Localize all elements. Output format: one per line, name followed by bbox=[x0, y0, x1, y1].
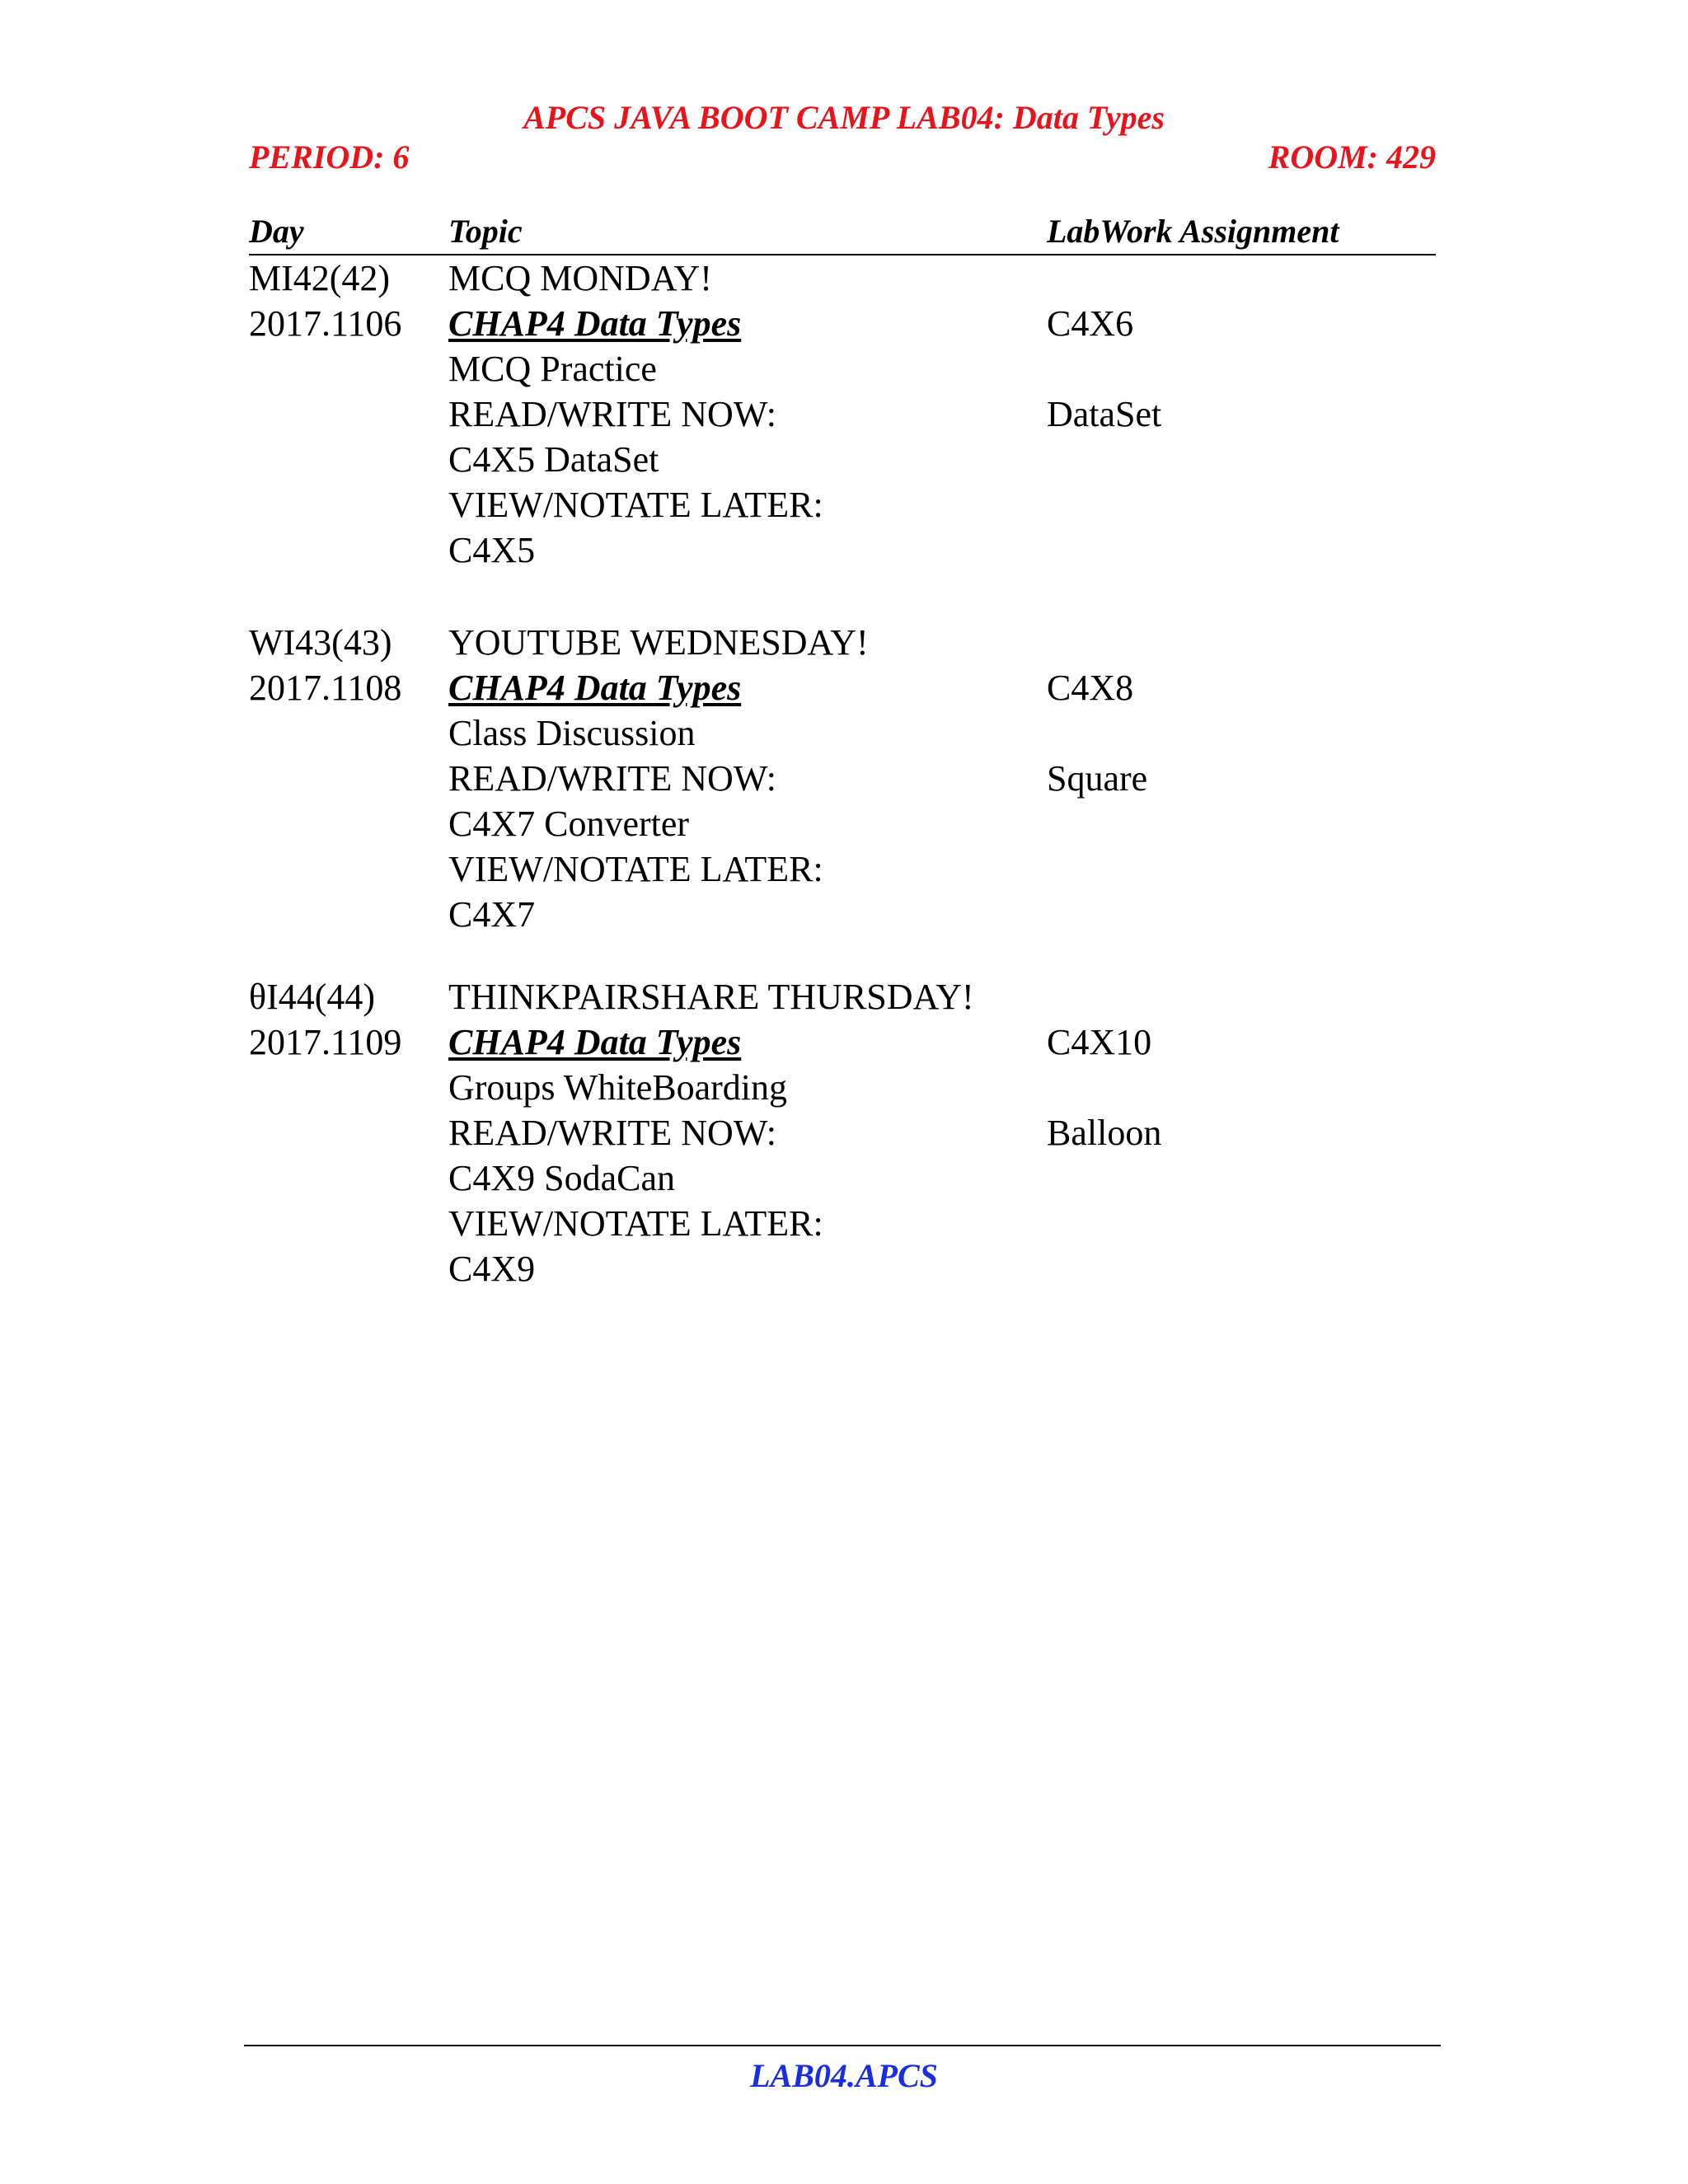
session-view-item: C4X7 bbox=[448, 894, 536, 935]
session-read-write-item: C4X9 SodaCan bbox=[448, 1158, 675, 1198]
session-view-item: C4X9 bbox=[448, 1249, 536, 1289]
footer-label: LAB04.APCS bbox=[750, 2057, 938, 2094]
session-row bbox=[249, 1110, 1436, 1155]
period-label: PERIOD: 6 bbox=[249, 138, 410, 176]
session-day-code: WI43(43) bbox=[249, 622, 392, 663]
session-read-write-label: READ/WRITE NOW: bbox=[448, 1113, 776, 1153]
header-topic: Topic bbox=[448, 213, 523, 250]
header-day: Day bbox=[249, 213, 304, 250]
session-block-2 bbox=[249, 620, 1436, 937]
session-read-write-label: READ/WRITE NOW: bbox=[448, 758, 776, 799]
session-lab-1: C4X6 bbox=[1047, 303, 1134, 344]
session-block-3 bbox=[249, 974, 1436, 1291]
session-chapter: CHAP4 Data Types bbox=[448, 668, 742, 708]
session-row bbox=[249, 710, 1436, 756]
session-day-code: θI44(44) bbox=[249, 977, 376, 1017]
session-chapter: CHAP4 Data Types bbox=[448, 1022, 742, 1062]
session-lab-1: C4X8 bbox=[1047, 668, 1134, 708]
session-lab-1: C4X10 bbox=[1047, 1022, 1152, 1062]
session-date: 2017.1109 bbox=[249, 1022, 402, 1062]
session-row bbox=[249, 527, 1436, 573]
table-header bbox=[249, 209, 1436, 255]
session-theme: MCQ MONDAY! bbox=[448, 258, 712, 298]
session-row bbox=[249, 1201, 1436, 1246]
session-theme: THINKPAIRSHARE THURSDAY! bbox=[448, 977, 974, 1017]
session-view-item: C4X5 bbox=[448, 530, 536, 570]
session-row bbox=[249, 1246, 1436, 1291]
session-block-1 bbox=[249, 255, 1436, 573]
session-row bbox=[249, 665, 1436, 710]
session-row bbox=[249, 1065, 1436, 1110]
session-row bbox=[249, 620, 1436, 665]
session-view-label: VIEW/NOTATE LATER: bbox=[448, 849, 823, 889]
session-read-write-item: C4X5 DataSet bbox=[448, 439, 659, 480]
session-row bbox=[249, 437, 1436, 482]
session-lab-2: Square bbox=[1047, 758, 1148, 799]
session-row bbox=[249, 892, 1436, 937]
session-row bbox=[249, 756, 1436, 801]
session-activity: Groups WhiteBoarding bbox=[448, 1067, 788, 1108]
session-row bbox=[249, 346, 1436, 391]
session-read-write-label: READ/WRITE NOW: bbox=[448, 394, 776, 434]
session-row bbox=[249, 301, 1436, 346]
footer-divider bbox=[244, 2045, 1441, 2046]
session-row bbox=[249, 846, 1436, 892]
session-row bbox=[249, 801, 1436, 846]
session-row bbox=[249, 391, 1436, 437]
session-activity: Class Discussion bbox=[448, 713, 696, 753]
session-row bbox=[249, 1019, 1436, 1065]
document-title: APCS JAVA BOOT CAMP LAB04: Data Types bbox=[523, 99, 1165, 136]
session-row bbox=[249, 974, 1436, 1019]
session-view-label: VIEW/NOTATE LATER: bbox=[448, 1203, 823, 1244]
session-day-code: MI42(42) bbox=[249, 258, 391, 298]
session-chapter: CHAP4 Data Types bbox=[448, 303, 742, 344]
session-date: 2017.1108 bbox=[249, 668, 402, 708]
session-row bbox=[249, 255, 1436, 301]
session-view-label: VIEW/NOTATE LATER: bbox=[448, 485, 823, 525]
room-label: ROOM: 429 bbox=[1268, 138, 1436, 176]
session-activity: MCQ Practice bbox=[448, 349, 657, 389]
session-row bbox=[249, 482, 1436, 527]
session-theme: YOUTUBE WEDNESDAY! bbox=[448, 622, 869, 663]
session-row bbox=[249, 1155, 1436, 1201]
header-lab: LabWork Assignment bbox=[1047, 213, 1339, 250]
session-lab-2: DataSet bbox=[1047, 394, 1162, 434]
session-lab-2: Balloon bbox=[1047, 1113, 1162, 1153]
session-read-write-item: C4X7 Converter bbox=[448, 804, 690, 844]
session-date: 2017.1106 bbox=[249, 303, 402, 344]
